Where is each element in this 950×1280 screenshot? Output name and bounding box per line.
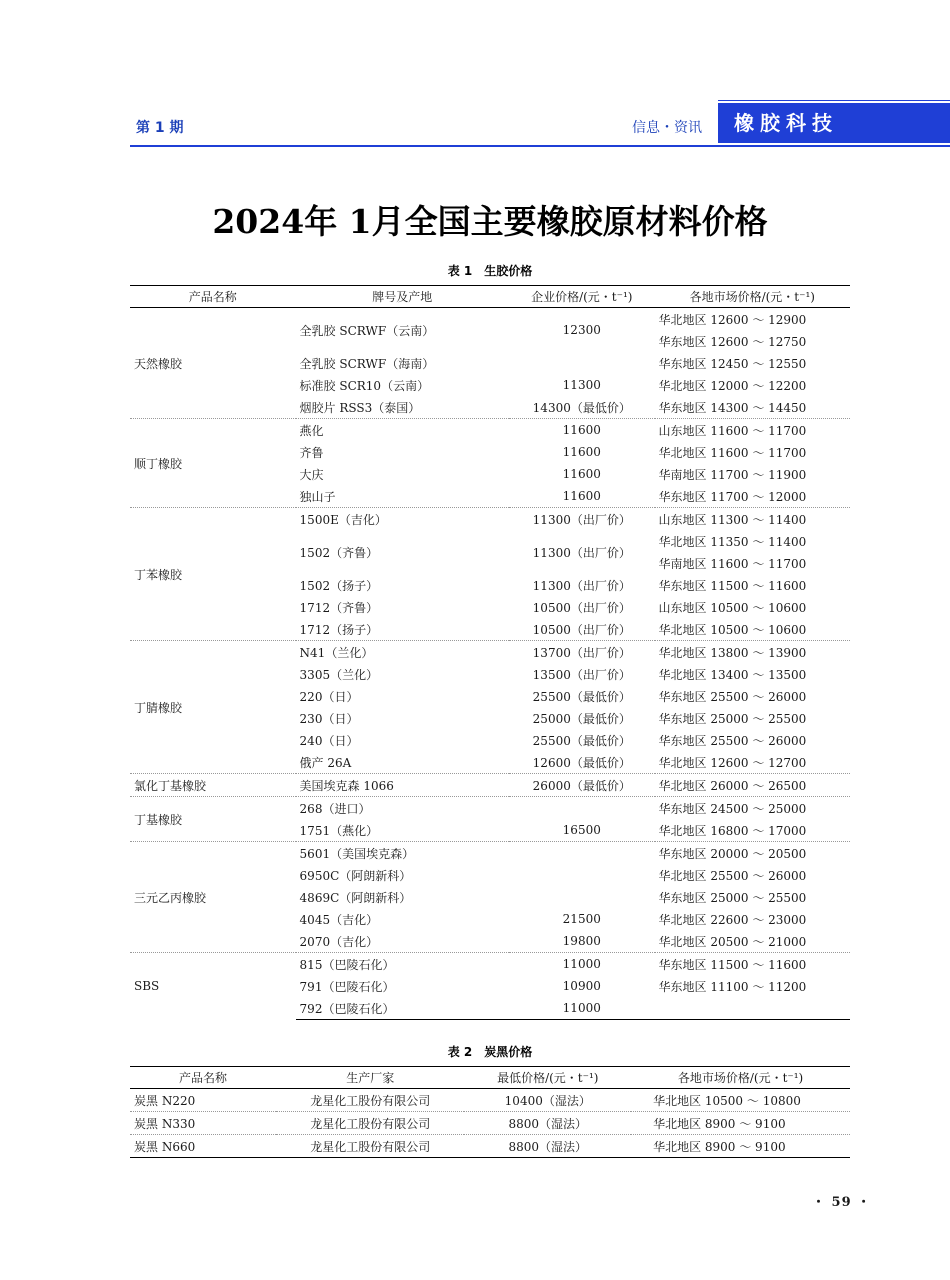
enterprise-price: 11000 xyxy=(509,997,654,1020)
table-row xyxy=(130,953,850,976)
table-row xyxy=(130,419,850,442)
brand-origin: 齐鲁 xyxy=(299,445,324,460)
table-row xyxy=(130,641,850,664)
enterprise-price: 13500（出厂价） xyxy=(532,667,631,682)
brand-origin: 268（进口） xyxy=(296,797,509,820)
column-header: 产品名称 xyxy=(130,286,296,308)
column-header: 企业价格/(元・t⁻¹) xyxy=(509,286,654,308)
product-category: 天然橡胶 xyxy=(130,308,296,419)
market-price: 华东地区 11100 ～ 11200 xyxy=(658,979,807,994)
market-price: 华南地区 11600 ～ 11700 xyxy=(658,556,807,571)
manufacturer: 龙星化工股份有限公司 xyxy=(276,1089,465,1112)
market-price: 华北地区 13400 ～ 13500 xyxy=(658,667,807,682)
market-price: 华东地区 12600 ～ 12750 xyxy=(658,334,807,349)
market-price: 华北地区 22600 ～ 23000 xyxy=(658,912,807,927)
brand-origin: 俄产 26A xyxy=(299,755,352,770)
brand-origin: 1502（扬子） xyxy=(299,578,379,593)
product-category: 氯化丁基橡胶 xyxy=(130,774,296,797)
market-price: 华东地区 11700 ～ 12000 xyxy=(658,489,807,504)
brand-origin: 1712（扬子） xyxy=(299,622,379,637)
min-price: 8800（湿法） xyxy=(464,1112,631,1135)
column-header: 最低价格/(元・t⁻¹) xyxy=(464,1067,631,1089)
enterprise-price: 16500 xyxy=(562,823,601,837)
enterprise-price: 11000 xyxy=(509,953,654,976)
market-price: 华北地区 12600 ～ 12900 xyxy=(655,308,850,331)
brand-origin: N41（兰化） xyxy=(296,641,509,664)
manufacturer: 龙星化工股份有限公司 xyxy=(276,1112,465,1135)
issue-number: 第 1 期 xyxy=(136,120,184,136)
market-price: 华北地区 26000 ～ 26500 xyxy=(655,774,850,797)
market-price xyxy=(655,997,850,1020)
brand-origin: 1500E（吉化） xyxy=(296,508,509,531)
table1-caption: 表 1 生胶价格 xyxy=(447,264,533,278)
brand-origin: 4045（吉化） xyxy=(299,912,379,927)
product-name: 炭黑 N220 xyxy=(130,1089,276,1112)
brand-origin: 791（巴陵石化） xyxy=(299,979,395,994)
brand-origin: 5601（美国埃克森） xyxy=(296,842,509,865)
table-row xyxy=(130,774,850,797)
product-category: 丁腈橡胶 xyxy=(130,641,296,774)
min-price: 10400（湿法） xyxy=(464,1089,631,1112)
table-row xyxy=(130,797,850,820)
brand-origin: 1502（齐鲁） xyxy=(299,545,379,560)
enterprise-price xyxy=(509,842,654,865)
table-header-row xyxy=(130,1067,850,1089)
market-price: 华东地区 14300 ～ 14450 xyxy=(658,400,807,415)
enterprise-price: 11600 xyxy=(562,445,601,459)
enterprise-price xyxy=(509,864,654,886)
section-label: 信息・资讯 xyxy=(632,120,702,136)
enterprise-price: 19800 xyxy=(562,934,601,948)
enterprise-price xyxy=(509,352,654,374)
enterprise-price: 10500（出厂价） xyxy=(532,622,631,637)
enterprise-price: 14300（最低价） xyxy=(532,400,631,415)
enterprise-price: 21500 xyxy=(562,912,601,926)
table-header-row xyxy=(130,286,850,308)
table-row xyxy=(130,1112,850,1135)
product-category: 三元乙丙橡胶 xyxy=(130,842,296,953)
market-price: 华北地区 16800 ～ 17000 xyxy=(658,823,807,838)
enterprise-price: 11300 xyxy=(562,378,601,392)
brand-origin: 1712（齐鲁） xyxy=(299,600,379,615)
brand-origin: 6950C（阿朗新科） xyxy=(299,868,412,883)
table-row xyxy=(130,308,850,331)
column-header: 生产厂家 xyxy=(276,1067,465,1089)
enterprise-price: 26000（最低价） xyxy=(509,774,654,797)
market-price: 华东地区 12450 ～ 12550 xyxy=(658,356,807,371)
market-price: 华北地区 12600 ～ 12700 xyxy=(658,755,807,770)
market-price: 华北地区 11350 ～ 11400 xyxy=(658,534,807,549)
brand-origin: 大庆 xyxy=(299,467,324,482)
running-header xyxy=(0,0,950,160)
brand-origin: 烟胶片 RSS3（泰国） xyxy=(299,400,421,415)
market-price: 华北地区 8900 ～ 9100 xyxy=(631,1135,850,1158)
column-header: 各地市场价格/(元・t⁻¹) xyxy=(655,286,850,308)
product-category: 顺丁橡胶 xyxy=(130,419,296,508)
market-price: 华北地区 13800 ～ 13900 xyxy=(655,641,850,664)
brand-origin: 3305（兰化） xyxy=(299,667,379,682)
enterprise-price: 10900 xyxy=(562,979,601,993)
market-price: 华东地区 25500 ～ 26000 xyxy=(658,733,807,748)
market-price: 华东地区 11500 ～ 11600 xyxy=(658,578,807,593)
rubber-price-table xyxy=(130,285,850,1020)
market-price: 华北地区 10500 ～ 10600 xyxy=(658,622,807,637)
brand-origin: 2070（吉化） xyxy=(299,934,379,949)
enterprise-price: 12600（最低价） xyxy=(532,755,631,770)
market-price: 山东地区 10500 ～ 10600 xyxy=(658,600,807,615)
brand-origin: 4869C（阿朗新科） xyxy=(299,890,412,905)
page-number: ・ 59 ・ xyxy=(812,1195,872,1210)
brand-origin: 全乳胶 SCRWF（云南） xyxy=(296,308,509,353)
market-price: 华北地区 12000 ～ 12200 xyxy=(658,378,807,393)
brand-origin: 标准胶 SCR10（云南） xyxy=(299,378,430,393)
header-rule xyxy=(130,145,950,147)
enterprise-price: 13700（出厂价） xyxy=(509,641,654,664)
enterprise-price: 12300 xyxy=(509,308,654,353)
table-row xyxy=(130,842,850,865)
market-price: 华北地区 25500 ～ 26000 xyxy=(658,868,807,883)
table-row xyxy=(130,1089,850,1112)
market-price: 华东地区 25000 ～ 25500 xyxy=(658,711,807,726)
brand-origin: 燕化 xyxy=(296,419,509,442)
market-price: 华东地区 25500 ～ 26000 xyxy=(658,689,807,704)
market-price: 华东地区 25000 ～ 25500 xyxy=(658,890,807,905)
enterprise-price: 11300（出厂价） xyxy=(532,545,631,560)
enterprise-price: 11300（出厂价） xyxy=(509,508,654,531)
market-price: 华北地区 20500 ～ 21000 xyxy=(658,934,807,949)
enterprise-price xyxy=(509,797,654,820)
market-price: 华东地区 20000 ～ 20500 xyxy=(655,842,850,865)
product-category: 丁基橡胶 xyxy=(130,797,296,842)
min-price: 8800（湿法） xyxy=(464,1135,631,1158)
enterprise-price: 11600 xyxy=(509,419,654,442)
brand-origin: 792（巴陵石化） xyxy=(296,997,509,1020)
enterprise-price xyxy=(509,886,654,908)
market-price: 华北地区 10500 ～ 10800 xyxy=(631,1089,850,1112)
brand-origin: 220（日） xyxy=(299,689,359,704)
enterprise-price: 25500（最低价） xyxy=(532,733,631,748)
journal-name: 橡胶科技 xyxy=(718,103,950,143)
enterprise-price: 11600 xyxy=(562,467,601,481)
product-category: SBS xyxy=(130,953,296,1020)
market-price: 华东地区 24500 ～ 25000 xyxy=(655,797,850,820)
product-category: 丁苯橡胶 xyxy=(130,508,296,641)
brand-origin: 美国埃克森 1066 xyxy=(296,774,509,797)
market-price: 华南地区 11700 ～ 11900 xyxy=(658,467,807,482)
enterprise-price: 10500（出厂价） xyxy=(532,600,631,615)
market-price: 山东地区 11300 ～ 11400 xyxy=(655,508,850,531)
market-price: 华北地区 11600 ～ 11700 xyxy=(658,445,807,460)
enterprise-price: 11600 xyxy=(562,489,601,503)
enterprise-price: 25000（最低价） xyxy=(532,711,631,726)
enterprise-price: 25500（最低价） xyxy=(532,689,631,704)
column-header: 产品名称 xyxy=(130,1067,276,1089)
table-row xyxy=(130,508,850,531)
enterprise-price: 11300（出厂价） xyxy=(532,578,631,593)
column-header: 牌号及产地 xyxy=(296,286,509,308)
manufacturer: 龙星化工股份有限公司 xyxy=(276,1135,465,1158)
brand-origin: 240（日） xyxy=(299,733,359,748)
brand-origin: 1751（燕化） xyxy=(299,823,379,838)
brand-origin: 815（巴陵石化） xyxy=(296,953,509,976)
column-header: 各地市场价格/(元・t⁻¹) xyxy=(631,1067,850,1089)
brand-origin: 独山子 xyxy=(299,489,336,504)
brand-origin: 230（日） xyxy=(299,711,359,726)
carbon-black-price-table xyxy=(130,1066,850,1158)
page-title: 2024年 1月全国主要橡胶原材料价格 xyxy=(212,202,768,241)
brand-origin: 全乳胶 SCRWF（海南） xyxy=(299,356,435,371)
market-price: 山东地区 11600 ～ 11700 xyxy=(655,419,850,442)
product-name: 炭黑 N660 xyxy=(130,1135,276,1158)
market-price: 华北地区 8900 ～ 9100 xyxy=(631,1112,850,1135)
market-price: 华东地区 11500 ～ 11600 xyxy=(655,953,850,976)
table2-caption: 表 2 炭黑价格 xyxy=(447,1045,533,1059)
product-name: 炭黑 N330 xyxy=(130,1112,276,1135)
table-row xyxy=(130,1135,850,1158)
